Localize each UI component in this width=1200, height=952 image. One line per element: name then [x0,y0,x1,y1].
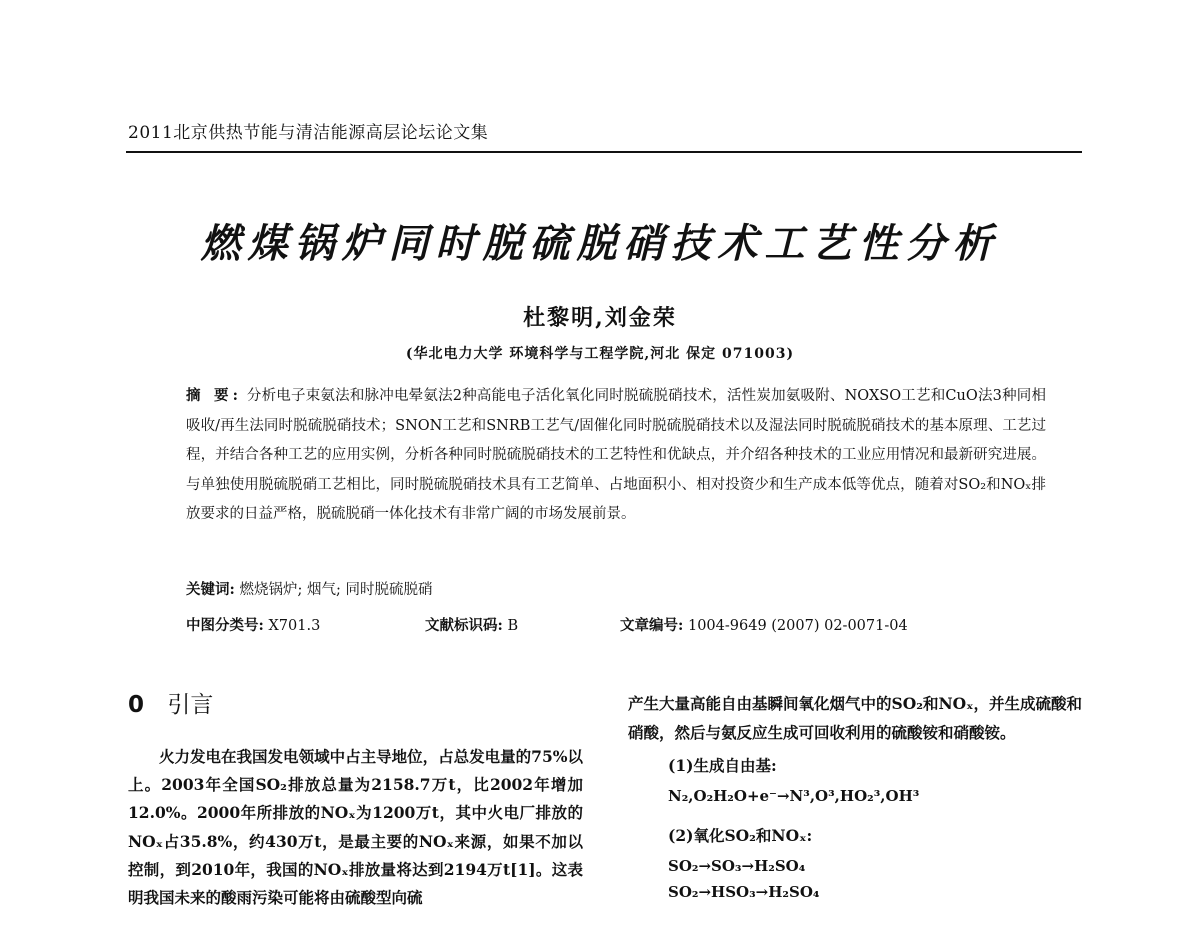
article-number-label: 文章编号: [620,617,684,634]
article-number [620,614,908,635]
step-generate-radicals: (1)生成自由基: [668,756,777,775]
equation-so2-oxidation: SO₂→SO₃→H₂SO₄ [668,857,806,875]
doc-code-label: 文献标识码: [425,617,503,634]
abstract-text: 分析电子束氨法和脉冲电晕氨法2种高能电子活化氧化同时脱硫脱硝技术，活性炭加氨吸附、NOXSO工艺和CuO法3种同相吸收/再生法同时脱硫脱硝技术；SNON工艺和SNRB工艺气/固催化同时脱硫脱硝技术以及湿法同时脱硫脱硝技术的基本原理、工艺过程，并结合各种工艺的应用实例，分析各种同时脱硫脱硝技术的工艺特性和优缺点，并介绍各种技术的工业应用情况和最新研究进展。与单独使用脱硫脱硝工艺相比，同时脱硫脱硝技术具有工艺简单、占地面积小、相对投资少和生产成本低等优点，随着对SO₂和NOₓ排放要求的日益严格，脱硫脱硝一体化技术有非常广阔的市场发展前景。 [186,388,1047,523]
keywords [186,578,1046,599]
keywords-label: 关键词: [186,581,235,598]
equation-so2-hso3: SO₂→HSO₃→H₂SO₄ [668,883,820,901]
paper-authors: 杜黎明,刘金荣 [523,305,677,331]
right-column [628,690,1084,901]
equation-radicals: N₂,O₂H₂O+e⁻→N³,O³,HO₂³,OH³ [668,787,920,805]
keywords-text: 燃烧锅炉; 烟气; 同时脱硫脱硝 [239,582,433,598]
left-column [128,743,583,912]
continued-paragraph: 产生大量高能自由基瞬间氧化烟气中的SO₂和NOₓ，并生成硫酸和硝酸，然后与氨反应生成可回收利用的硫酸铵和硝酸铵。 [628,694,1083,742]
doc-code-value: B [507,618,519,634]
clc-number [186,614,320,635]
section-number: 0 [128,692,145,718]
abstract-label: 摘 要: [186,387,243,404]
article-number-value: 1004-9649 (2007) 02-0071-04 [687,618,908,634]
clc-value: X701.3 [268,618,321,634]
document-code [425,614,518,635]
running-head: 2011北京供热节能与清洁能源高层论坛论文集 [128,123,489,143]
section-title: 引言 [167,692,214,718]
intro-paragraph: 火力发电在我国发电领域中占主导地位，占总发电量的75%以上。2003年全国SO₂排放总量为2158.7万t，比2002年增加12.0%。2000年所排放的NOₓ为1200万t，其中火电厂排放的NOₓ占35.8%，约430万t，是最主要的NOₓ来源，如果不加以控制，到2010年，我国的NOₓ排放量将达到2194万t[1]。这表明我国未来的酸雨污染可能将由硫酸型向硫 [128,747,583,908]
author-affiliation: (华北电力大学 环境科学与工程学院,河北 保定 071003) [405,346,795,362]
clc-label: 中图分类号: [186,617,264,634]
abstract [186,381,1046,530]
paper-title: 燃煤锅炉同时脱硫脱硝技术工艺性分析 [200,221,1000,267]
step-oxidize: (2)氧化SO₂和NOₓ: [668,826,813,845]
header-rule [126,151,1082,153]
section-heading [128,686,213,719]
